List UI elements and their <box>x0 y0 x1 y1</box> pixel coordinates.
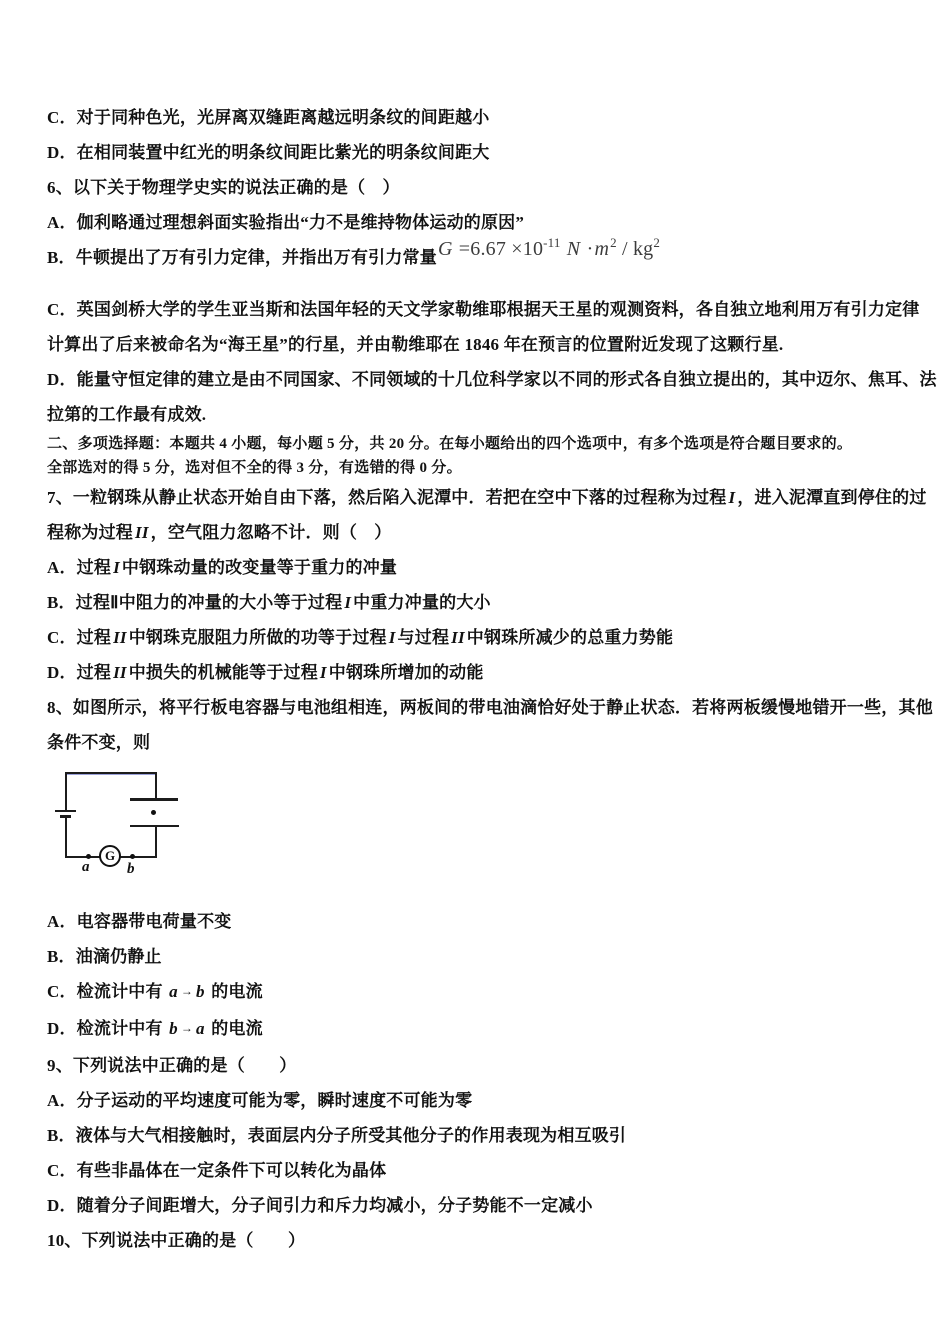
q6-stem: 6、以下关于物理学史实的说法正确的是（ ） <box>47 178 400 197</box>
q6-option-d-line2: 拉第的工作最有成效. <box>47 405 207 424</box>
q9-option-d: D．随着分子间距增大，分子间引力和斥力均减小，分子势能不一定减小 <box>47 1196 593 1215</box>
exam-text-upper <box>47 100 937 760</box>
q9-stem: 9、下列说法中正确的是（ ） <box>47 1056 297 1075</box>
q6-option-c-line1: C．英国剑桥大学的学生亚当斯和法国年轻的天文学家勒维耶根据天王星的观测资料，各自独立地利用万有引力定律 <box>47 300 920 319</box>
q7-option-b: B．过程Ⅱ中阻力的冲量的大小等于过程 I 中重力冲量的大小 <box>47 593 491 612</box>
q8-stem-line1: 8、如图所示，将平行板电容器与电池组相连，两板间的带电油滴恰好处于静止状态．若将两板缓慢地错开一些，其他 <box>47 698 933 717</box>
section-2-instructions-line2: 全部选对的得 5 分，选对但不全的得 3 分，有选错的得 0 分。 <box>47 460 462 476</box>
circuit-right-wire-upper <box>155 772 157 799</box>
q7-stem-line1: 7、一粒钢珠从静止状态开始自由下落，然后陷入泥潭中．若把在空中下落的过程称为过程 I ，进入泥潭直到停住的过 <box>47 488 927 507</box>
galvanometer-label: G <box>104 848 116 863</box>
q6-option-a: A．伽利略通过理想斜面实验指出“力不是维持物体运动的原因” <box>47 213 525 232</box>
circuit-left-wire-lower <box>65 818 67 858</box>
q5-option-d: D．在相同装置中红光的明条纹间距比紫光的明条纹间距大 <box>47 143 490 162</box>
q8-option-c: C．检流计中有 a → b 的电流 <box>47 982 263 1001</box>
galvanometer-icon <box>99 845 121 867</box>
q8-stem-line2: 条件不变，则 <box>47 733 151 752</box>
q9-option-c: C．有些非晶体在一定条件下可以转化为晶体 <box>47 1161 387 1180</box>
q9-option-b: B．液体与大气相接触时，表面层内分子所受其他分子的作用表现为相互吸引 <box>47 1126 627 1145</box>
q7-option-c: C．过程 II 中钢珠克服阻力所做的功等于过程 I 与过程 II 中钢珠所减少的总重力势能 <box>47 628 674 647</box>
q5-option-c: C．对于同种色光，光屏离双缝距离越远明条纹的间距越小 <box>47 108 490 127</box>
q6-option-b: B．牛顿提出了万有引力定律，并指出万有引力常量$G =6.67 \times 10^{-11}$ $N \cdot m^2 / kg^2$ <box>47 235 661 267</box>
q8-circuit-figure <box>55 768 195 878</box>
circuit-top-wire <box>65 772 157 775</box>
circuit-right-wire-lower <box>155 826 157 858</box>
q7-option-d: D．过程 II 中损失的机械能等于过程 I 中钢珠所增加的动能 <box>47 663 484 682</box>
node-a-label: a <box>82 859 90 875</box>
exam-text-lower <box>47 904 910 1258</box>
oil-drop-icon <box>151 810 156 815</box>
q8-option-a: A．电容器带电荷量不变 <box>47 912 232 931</box>
q6-option-c-line2: 计算出了后来被命名为“海王星”的行星，并由勒维耶在 1846 年在预言的位置附近发现了这颗行星. <box>47 335 784 354</box>
battery-long-plate-icon <box>55 810 76 812</box>
q7-option-a: A．过程 I 中钢珠动量的改变量等于重力的冲量 <box>47 558 398 577</box>
q7-stem-line2: 程称为过程 II ，空气阻力忽略不计．则（ ） <box>47 523 392 542</box>
circuit-left-wire-upper <box>65 772 67 811</box>
section-2-instructions-line1: 二、多项选择题：本题共 4 小题，每小题 5 分，共 20 分。在每小题给出的四个选项中，有多个选项是符合题目要求的。 <box>47 436 853 452</box>
q10-stem: 10、下列说法中正确的是（ ） <box>47 1231 306 1250</box>
node-b-dot <box>130 854 135 859</box>
q8-option-d: D．检流计中有 b → a 的电流 <box>47 1019 263 1038</box>
q6-option-d-line1: D．能量守恒定律的建立是由不同国家、不同领域的十几位科学家以不同的形式各自独立提出的，其中迈尔、焦耳、法 <box>47 370 937 389</box>
q8-option-b: B．油滴仍静止 <box>47 947 162 966</box>
q9-option-a: A．分子运动的平均速度可能为零，瞬时速度不可能为零 <box>47 1091 473 1110</box>
capacitor-top-plate-icon <box>130 798 178 801</box>
node-b-label: b <box>127 861 135 877</box>
